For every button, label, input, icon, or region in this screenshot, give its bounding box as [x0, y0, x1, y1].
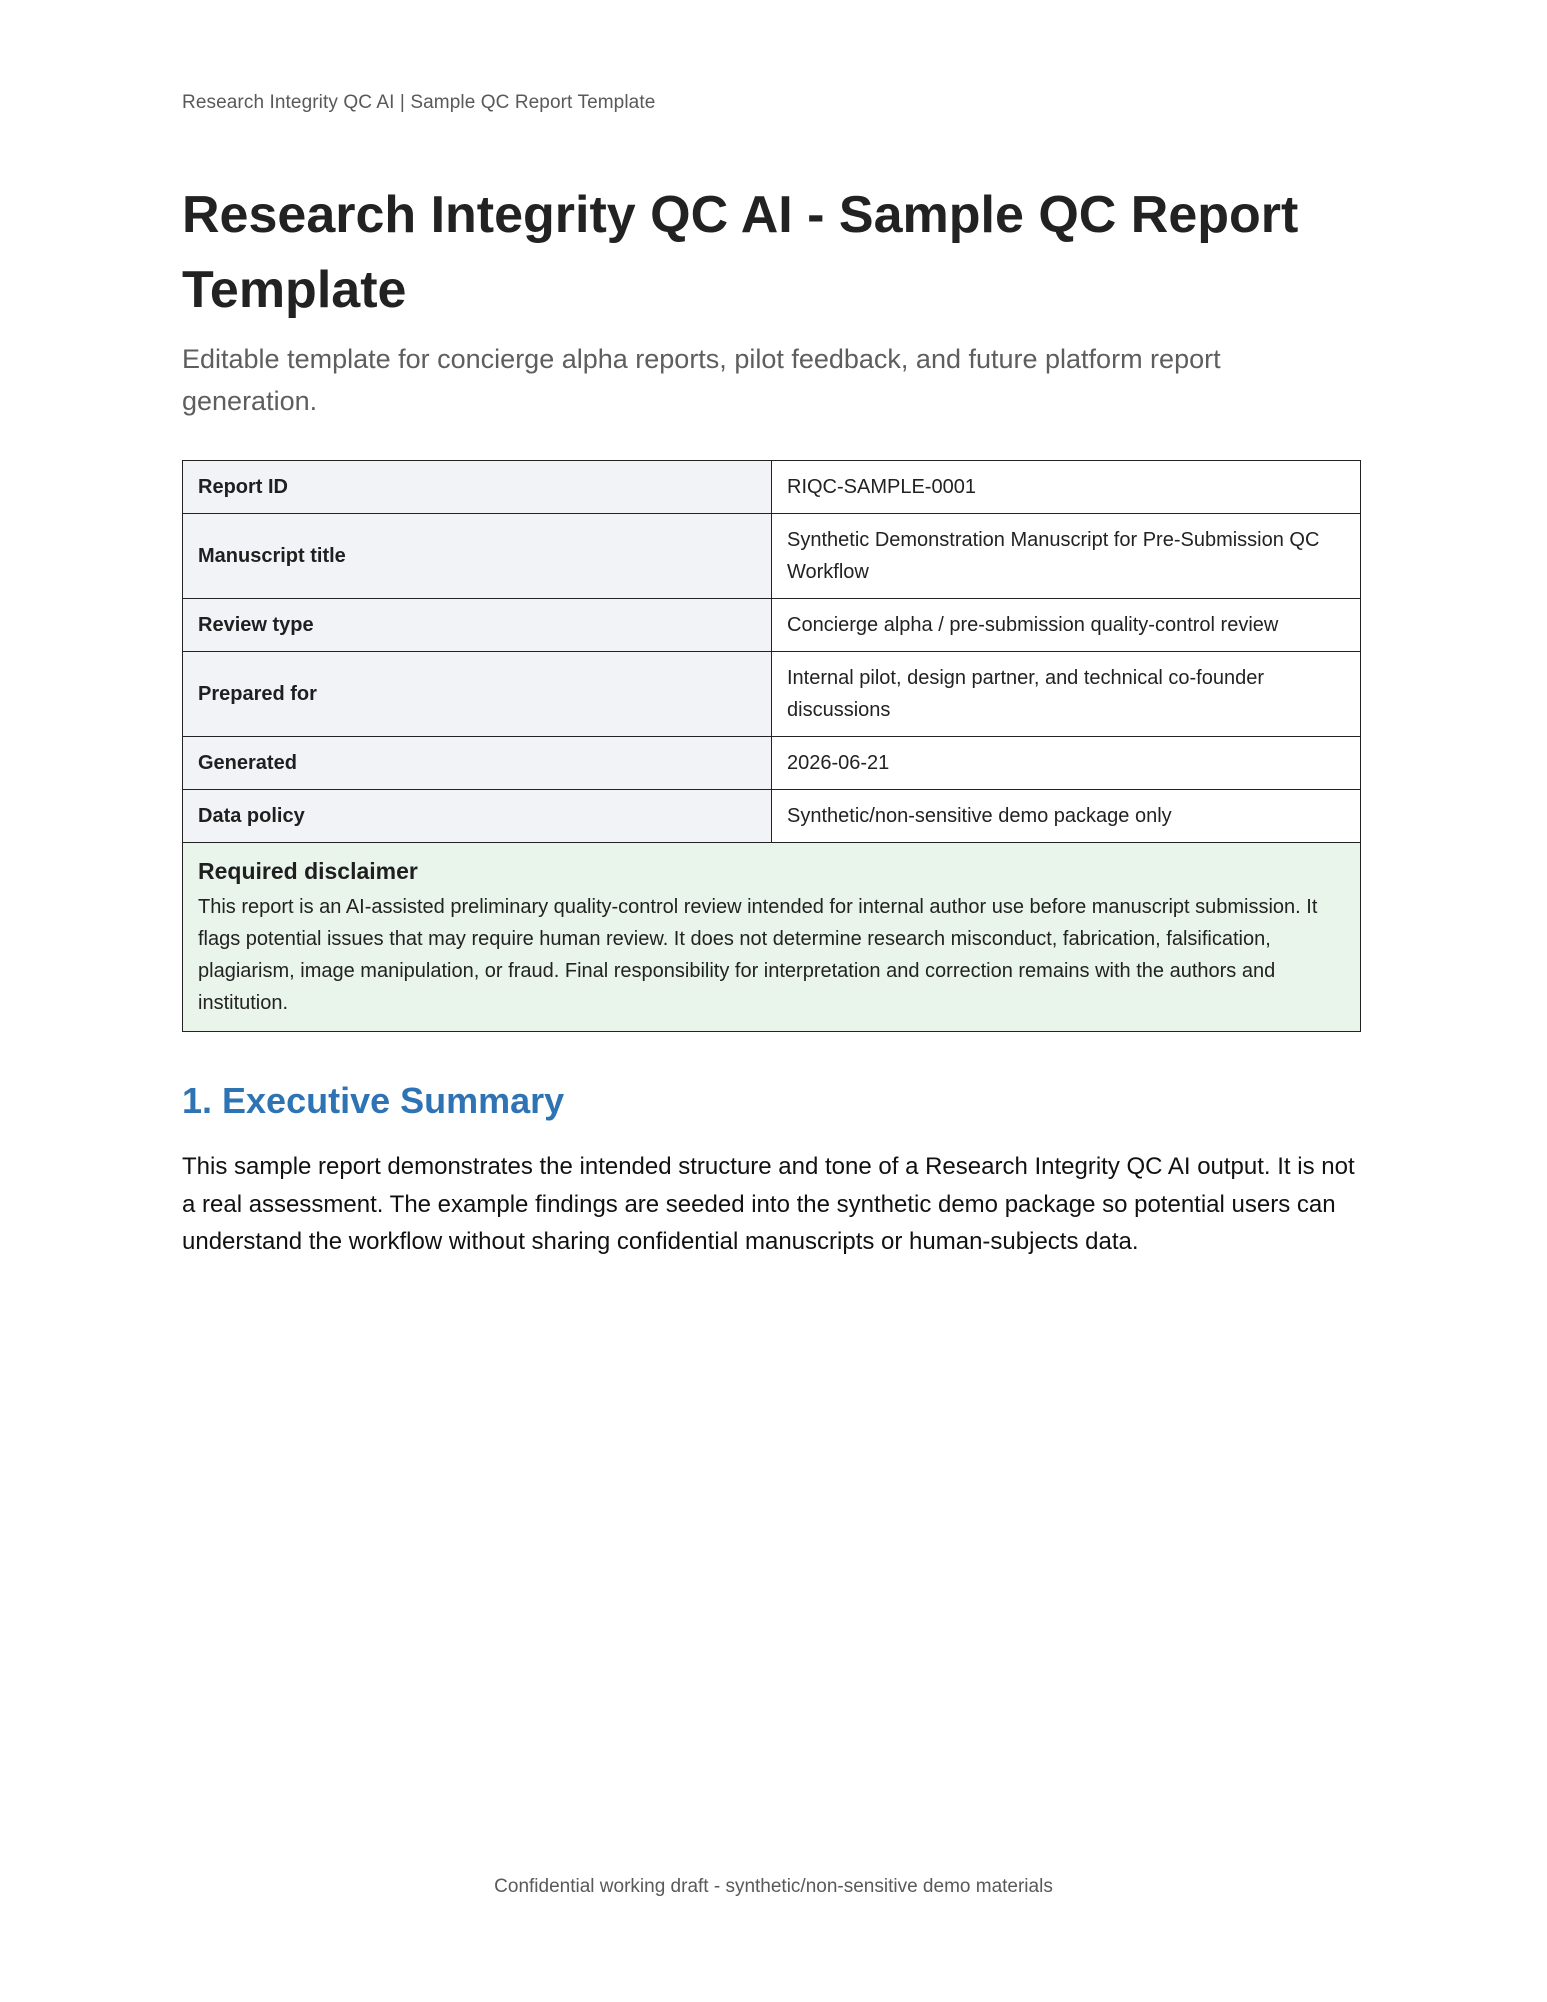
running-footer: Confidential working draft - synthetic/non-sensitive demo materials	[494, 1876, 1053, 1897]
document-title: Research Integrity QC AI - Sample QC Report Template	[182, 186, 1299, 319]
disclaimer-text: This report is an AI-assisted preliminary quality-control review intended for internal author use before manuscript submission. It flags potential issues that may require human review. It does not determine research misconduct, fabrication, falsification, plagiarism, image manipulation, or fraud. Final responsibility for interpretation and correction remains with the authors and institution.	[198, 896, 1318, 1014]
row-label-review-type: Review type	[183, 599, 772, 652]
running-header: Research Integrity QC AI | Sample QC Report Template	[182, 92, 656, 113]
section-heading-executive-summary: 1. Executive Summary	[182, 1080, 565, 1121]
document-subtitle: Editable template for concierge alpha reports, pilot feedback, and future platform report generation.	[182, 344, 1221, 416]
row-value-report-id: RIQC-SAMPLE-0001	[772, 461, 1361, 514]
row-value-manuscript-title: Synthetic Demonstration Manuscript for Pre-Submission QC Workflow	[772, 514, 1361, 599]
row-label-manuscript-title: Manuscript title	[183, 514, 772, 599]
table-row	[183, 461, 1361, 514]
table-row	[183, 599, 1361, 652]
executive-summary-text: This sample report demonstrates the intended structure and tone of a Research Integrity QC AI output. It is not a real assessment. The example findings are seeded into the synthetic demo package so potential users can understand the workflow without sharing confidential manuscripts or human-subjects data.	[182, 1153, 1355, 1255]
table-row	[183, 652, 1361, 737]
table-row	[183, 790, 1361, 843]
report-metadata-table	[182, 460, 1361, 1032]
disclaimer-heading: Required disclaimer	[198, 858, 418, 884]
row-label-prepared-for: Prepared for	[183, 652, 772, 737]
row-value-data-policy: Synthetic/non-sensitive demo package only	[772, 790, 1361, 843]
row-label-report-id: Report ID	[183, 461, 772, 514]
row-value-review-type: Concierge alpha / pre-submission quality-control review	[772, 599, 1361, 652]
table-row	[183, 514, 1361, 599]
row-value-generated: 2026-06-21	[772, 737, 1361, 790]
disclaimer-row	[183, 843, 1361, 1032]
row-label-data-policy: Data policy	[183, 790, 772, 843]
disclaimer-box	[183, 843, 1361, 1032]
row-label-generated: Generated	[183, 737, 772, 790]
table-row	[183, 737, 1361, 790]
row-value-prepared-for: Internal pilot, design partner, and technical co-founder discussions	[772, 652, 1361, 737]
